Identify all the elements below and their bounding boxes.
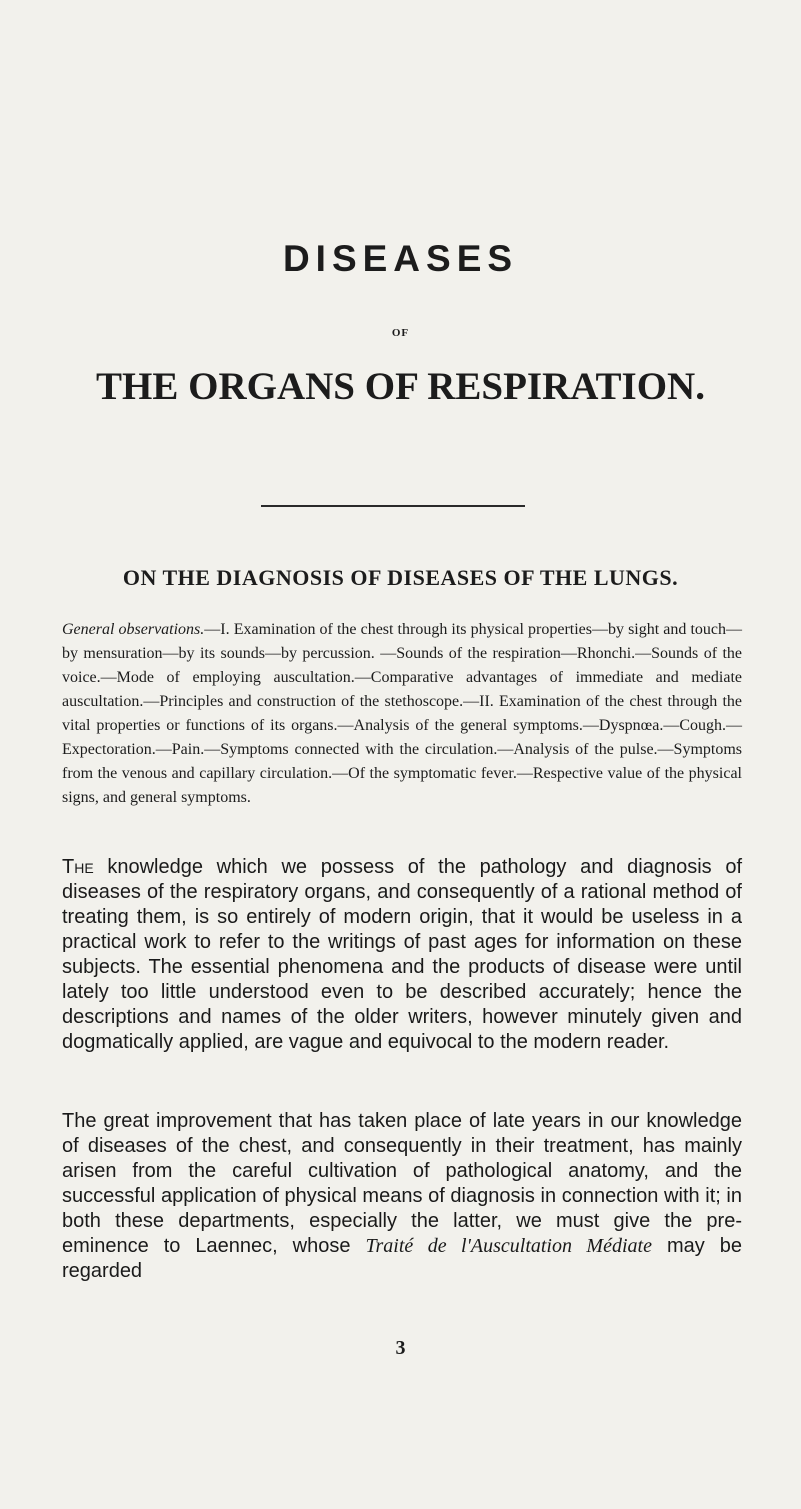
book-title: Traité de l'Auscultation Médiate: [365, 1235, 652, 1257]
page-number: 3: [395, 1337, 406, 1359]
summary-lead: General observations.: [62, 621, 205, 638]
summary-text: —I. Examination of the chest through its physical properties—by sight and touch—by mensuration—by its sounds—by percussion. —Sounds of the respiration—Rhonchi.—Sounds of the voice.—Mode of employing auscultation.—Comparative advantages of immediate and mediate auscultation.—Principles and construction of the stethoscope.—II. Examination of the chest through the vital properties or functions of its organs.—Analysis of the general symptoms.—Dyspnœa.—Cough.—Expectoration.—Pain.—Symptoms connected with the circulation.—Analysis of the pulse.—Symptoms from the venous and capillary circulation.—Of the symptomatic fever.—Respective value of the physical signs, and general symptoms.: [62, 621, 743, 806]
paragraph-2: [62, 1109, 742, 1284]
divider-rule: [261, 505, 525, 507]
paragraph-1-text: knowledge which we possess of the pathology and diagnosis of diseases of the respiratory organs, and consequently of a rational method of treating them, is so entirely of modern origin, that it would be useless in a practical work to refer to the writings of past ages for information on these subjects. The essential phenomena and the products of disease were until lately too little understood even to be described accurately; hence the descriptions and names of the older writers, however minutely given and dogmatically applied, are vague and equivocal to the modern reader.: [62, 856, 742, 1053]
paragraph-2-text-before: The great improvement that has taken place of late years in our knowledge of diseases of the chest, and consequently in their treatment, has mainly arisen from the careful cultivation of pathological anatomy, and the successful application of physical means of diagnosis in connection with it; in both these departments, especially the latter, we must give the pre-eminence to Laennec, whose: [62, 1110, 742, 1257]
paragraph-2-text-after: may be regarded: [62, 1235, 742, 1282]
paragraph-1-first-word: The: [62, 856, 94, 878]
section-title: ON THE DIAGNOSIS OF DISEASES OF THE LUNGS.: [122, 565, 679, 590]
heading-connector: OF: [391, 327, 410, 339]
page-subheading: THE ORGANS OF RESPIRATION.: [96, 365, 705, 408]
chapter-summary: [62, 618, 742, 810]
paragraph-1: [62, 855, 742, 1055]
page-heading: DISEASES: [282, 238, 519, 279]
